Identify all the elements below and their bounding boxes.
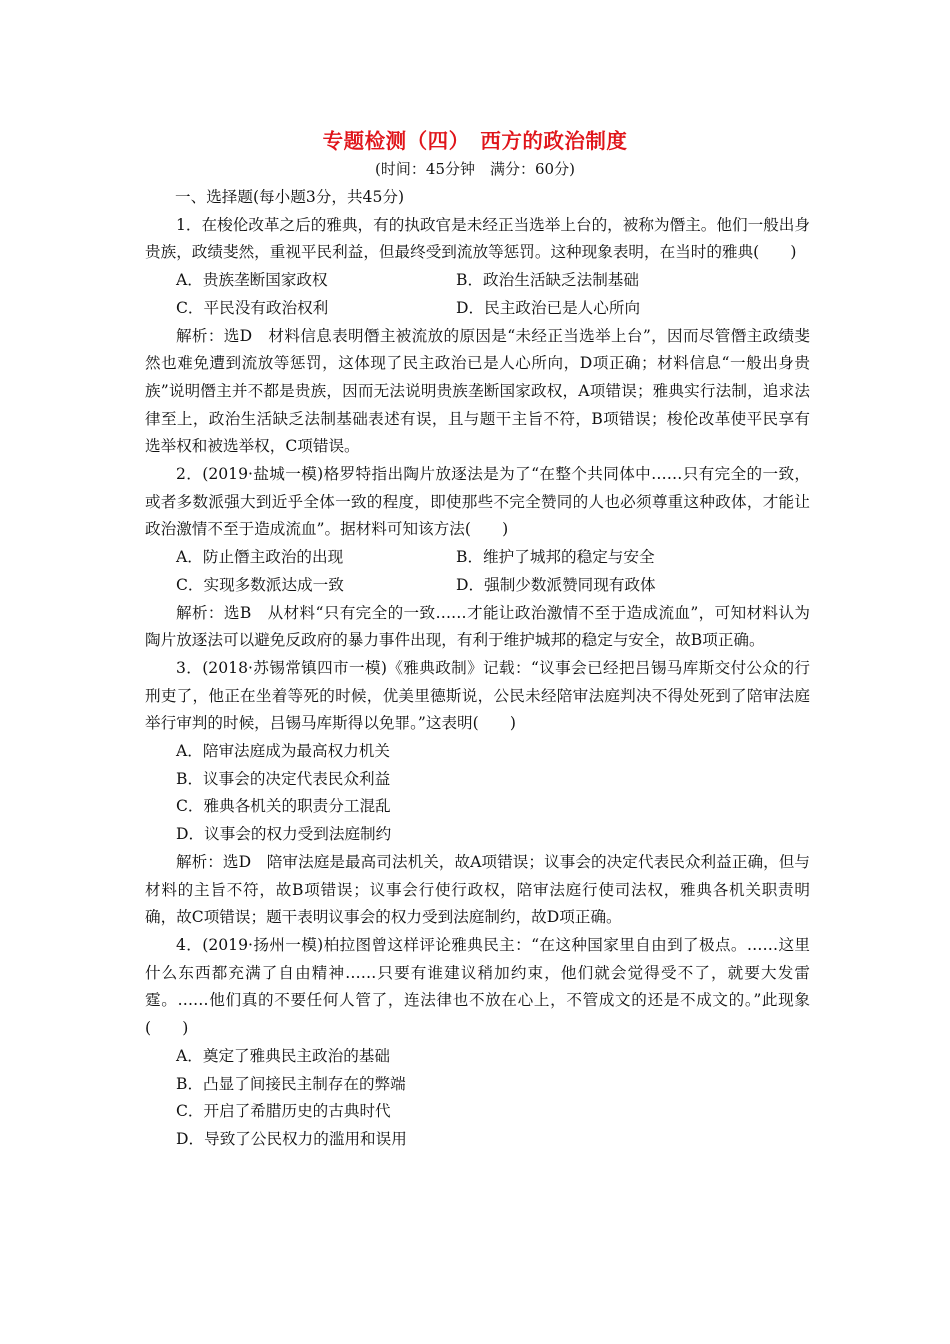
question-1-analysis: 解析：选D 材料信息表明僭主被流放的原因是“未经正当选举上台”，因而尽管僭主政绩斐然也难免遭到流放等惩罚，这体现了民主政治已是人心所向，D项正确；材料信息“一般出身贵族”说明僭主并不都是贵族，因而无法说明贵族垄断国家政权，A项错误；雅典实行法制，追求法律至上，政治生活缺乏法制基础表述有误，且与题干主旨不符，B项错误；梭伦改革使平民享有选举权和被选举权，C项错误。 (145, 326, 810, 456)
question-2-options-row-1 (145, 544, 810, 572)
option-d: D．民主政治已是人心所向 (456, 298, 641, 317)
question-2-options-row-2 (145, 572, 810, 600)
option-c: C．平民没有政治权利 (176, 298, 329, 317)
option-c: C．实现多数派达成一致 (176, 575, 344, 594)
question-3-stem: 3．(2018·苏锡常镇四市一模)《雅典政制》记载：“议事会已经把吕锡马库斯交付公众的行刑吏了，他正在坐着等死的时候，优美里德斯说，公民未经陪审法庭判决不得处死到了陪审法庭举行审判的时候，吕锡马库斯得以免罪。”这表明( ) (145, 658, 810, 733)
page-subtitle: (时间：45分钟 满分：60分) (375, 160, 575, 178)
option-a: A．陪审法庭成为最高权力机关 (176, 742, 390, 761)
option-b: B．凸显了间接民主制存在的弊端 (176, 1074, 406, 1093)
question-3-analysis: 解析：选D 陪审法庭是最高司法机关，故A项错误；议事会的决定代表民众利益正确，但与材料的主旨不符，故B项错误；议事会行使行政权，陪审法庭行使司法权，雅典各机关职责明确，故C项错误；题干表明议事会的权力受到法庭制约，故D项正确。 (145, 852, 810, 927)
question-2-analysis: 解析：选B 从材料“只有完全的一致……才能让政治激情不至于造成流血”，可知材料认为陶片放逐法可以避免反政府的暴力事件出现，有利于维护城邦的稳定与安全，故B项正确。 (145, 603, 810, 650)
document-body (145, 184, 810, 1154)
option-a: A．防止僭主政治的出现 (176, 548, 344, 567)
section-heading: 一、选择题(每小题3分，共45分) (175, 188, 405, 206)
option-b: B．政治生活缺乏法制基础 (456, 271, 639, 290)
question-1-options-row-2 (145, 295, 810, 323)
option-b: B．议事会的决定代表民众利益 (176, 769, 391, 788)
question-1-stem: 1．在梭伦改革之后的雅典，有的执政官是未经正当选举上台的，被称为僭主。他们一般出身贵族，政绩斐然，重视平民利益，但最终受到流放等惩罚。这种现象表明，在当时的雅典( ) (145, 215, 810, 262)
option-a: A．贵族垄断国家政权 (176, 271, 328, 290)
option-d: D．议事会的权力受到法庭制约 (176, 825, 392, 844)
page-title: 专题检测（四） 西方的政治制度 (322, 129, 628, 153)
option-c: C．雅典各机关的职责分工混乱 (176, 797, 391, 816)
question-4-stem: 4．(2019·扬州一模)柏拉图曾这样评论雅典民主：“在这种国家里自由到了极点。……这里什么东西都充满了自由精神……只要有谁建议稍加约束，他们就会觉得受不了，就要大发雷霆。……他们真的不要任何人管了，连法律也不放在心上，不管成文的还是不成文的。”此现象( ) (145, 935, 810, 1038)
option-b: B．维护了城邦的稳定与安全 (456, 548, 655, 567)
option-d: D．强制少数派赞同现有政体 (456, 575, 656, 594)
question-1-options-row-1 (145, 267, 810, 295)
option-c: C．开启了希腊历史的古典时代 (176, 1102, 391, 1121)
option-a: A．奠定了雅典民主政治的基础 (176, 1046, 390, 1065)
question-2-stem: 2．(2019·盐城一模)格罗特指出陶片放逐法是为了“在整个共同体中……只有完全的一致，或者多数派强大到近乎全体一致的程度，即使那些不完全赞同的人也必须尊重这种政体，才能让政治激情不至于造成流血”。据材料可知该方法( ) (145, 465, 810, 539)
option-d: D．导致了公民权力的滥用和误用 (176, 1129, 407, 1148)
